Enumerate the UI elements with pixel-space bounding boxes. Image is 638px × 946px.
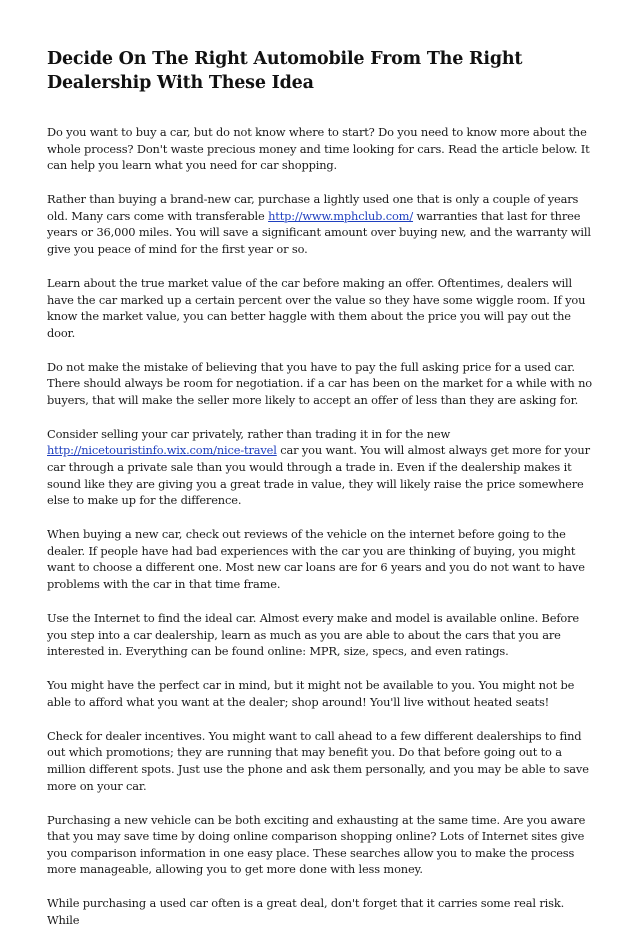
paragraph-5-text-before: Consider selling your car privately, rather than trading it in for the new: [47, 426, 451, 441]
paragraph-5-text-after: car you want. You will almost always get more for your car through a private sale than you would through a trade in. Even if the dealership makes it sound like they are giving you a great trade in value, they will likely raise the price somewhere else to make up for the difference.: [47, 443, 590, 508]
paragraph-9: Check for dealer incentives. You might want to call ahead to a few different dealerships to find out which promotions; they are running that may benefit you. Do that before going out to a million different spots. Just use the phone and ask them personally, and you may be able to save more on your car.: [47, 728, 589, 793]
paragraph-2-text-before: Rather than buying a brand-new car, purchase a lightly used one that is only a couple of years old. Many cars come with transferable: [47, 192, 579, 223]
document-page: [47, 47, 595, 946]
paragraph-2: [47, 191, 595, 257]
paragraph-6: When buying a new car, check out reviews of the vehicle on the internet before going to the dealer. If people have had bad experiences with the car you are thinking of buying, you might want to choose a different one. Most new car loans are for 6 years and you do not want to have problems with the car in that time frame.: [47, 527, 585, 592]
paragraph-4: Do not make the mistake of believing that you have to pay the full asking price for a used car. There should always be room for negotiation. if a car has been on the market for a while with no buyers, that will make the seller more likely to accept an offer of less than they are asking for.: [47, 359, 592, 407]
paragraph-5: [47, 426, 595, 509]
paragraph-11: While purchasing a used car often is a great deal, don't forget that it carries some real risk. While: [47, 896, 565, 927]
nice-travel-link[interactable]: http://nicetouristinfo.wix.com/nice-travel: [47, 443, 277, 458]
paragraph-7: Use the Internet to find the ideal car. Almost every make and model is available online. Before you step into a car dealership, learn as much as you are able to about the cars that you are interested in. Everything can be found online: MPR, size, specs, and even ratings.: [47, 611, 579, 659]
paragraph-2-text-after: warranties that last for three years or 36,000 miles. You will save a significant amount over buying new, and the warranty will give you peace of mind for the first year or so.: [47, 208, 591, 256]
paragraph-10: Purchasing a new vehicle can be both exciting and exhausting at the same time. Are you aware that you may save time by doing online comparison shopping online? Lots of Internet sites give you comparison information in one easy place. These searches allow you to make the process more manageable, allowing you to get more done with less money.: [47, 812, 586, 877]
page-title: Decide On The Right Automobile From The Right Dealership With These Idea: [47, 49, 523, 93]
paragraph-8: You might have the perfect car in mind, but it might not be available to you. You might not be able to afford what you want at the dealer; shop around! You'll live without heated seats!: [47, 678, 575, 709]
paragraph-3: Learn about the true market value of the car before making an offer. Oftentimes, dealers will have the car marked up a certain percent over the value so they have some wiggle room. If you know the market value, you can better haggle with them about the price you will pay out the door.: [47, 275, 586, 340]
mphclub-link[interactable]: http://www.mphclub.com/: [268, 208, 414, 223]
paragraph-1: Do you want to buy a car, but do not know where to start? Do you need to know more about the whole process? Don't waste precious money and time looking for cars. Read the article below. It can help you learn what you need for car shopping.: [47, 125, 590, 173]
